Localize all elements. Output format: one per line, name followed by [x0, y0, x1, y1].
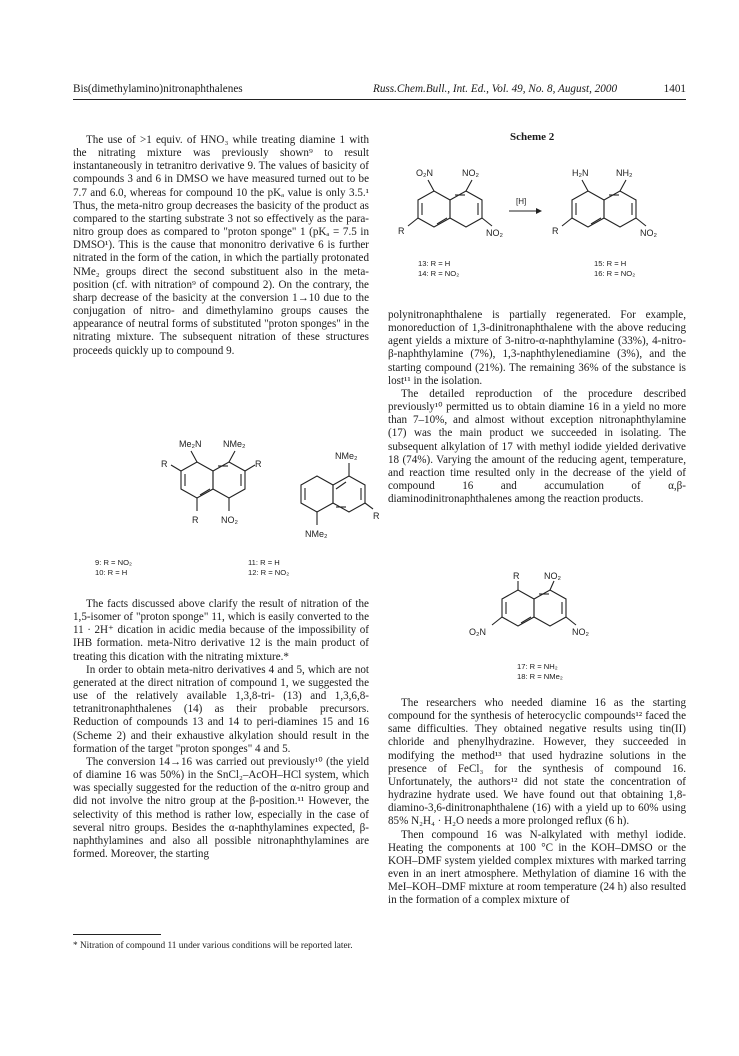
paragraph: polynitronaphthalene is partially regenerated. For example, monoreduction of 1,3-dinitronaphthalene with the above reducing agent yields a mixture of 3-nitro-α-naphthylamine (33%), 4-nitro-β-naphthylamine (7%), 1,3-naphthylenediamine (3%), and the starting compound (21%). The remaining 36% of the substance is lost¹¹ in the isolation.: [388, 309, 686, 387]
label-o2n: O₂N: [416, 168, 433, 178]
paragraph: The facts discussed above clarify the result of nitration of the 1,5-isomer of "proton sponge" 11, which is easily converted to the 11 · 2H⁺ dication in acidic media because of the impossibility of IHB formation. meta-Nitro derivative 12 is the main product of treating this dication with the nitrating mixture.*: [73, 598, 369, 663]
scheme-title: Scheme 2: [510, 131, 555, 143]
right-column-top-text: [388, 309, 686, 506]
label-r: R: [398, 226, 405, 236]
label-nme2: NMe₂: [223, 439, 246, 449]
label-me2n: Me₂N: [179, 439, 202, 449]
label-r: R: [161, 459, 168, 469]
header-journal: Russ.Chem.Bull., Int. Ed., Vol. 49, No. 8, August, 2000: [373, 83, 618, 95]
label-r: R: [373, 511, 380, 521]
reagent-label: [H]: [516, 197, 527, 206]
compound-label: 13: R = H: [418, 259, 451, 268]
compound-label: 14: R = NO₂: [418, 268, 460, 278]
naphthalene-ring-b: [450, 191, 482, 227]
compound-label: 9: R = NO₂: [95, 558, 132, 567]
compound-label: 18: R = NMe₂: [517, 671, 563, 681]
paragraph: Then compound 16 was N-alkylated with methyl iodide. Heating the components at 100 °C in the KOH–DMSO or the KOH–DMF system yielded complex mixtures with marked tarring even in an inert atmosphere. Methylation of diamine 16 with the MeI–KOH–DMF mixture at room temperature (24 h) also resulted in the formation of a complex mixture of: [388, 828, 686, 907]
paragraph: The detailed reproduction of the procedure described previously¹⁰ permitted us to obtain diamine 16 in a yield no more than 7–10%, and almost without exception nitronaphthylamine (17) was the main product we succeeded in isolating. The subsequent alkylation of 17 with methyl iodide yielded derivative 18 (74%). Varying the amount of the reducing agent, temperature, and reaction time resulted only in the decrease of the yield of compound 16 and accumulation of α,β-diaminodinitronaphthalenes among the reaction products.: [388, 387, 686, 506]
left-column-top-text: [73, 134, 369, 358]
label-no2: NO₂: [544, 571, 561, 581]
header-title: Bis(dimethylamino)nitronaphthalenes: [73, 83, 243, 95]
compound-label: 12: R = NO₂: [248, 567, 290, 577]
label-h2n: H₂N: [572, 168, 589, 178]
left-column-bottom-text: [73, 598, 369, 861]
running-header: [73, 83, 686, 100]
naphthalene-ring-right-a: [301, 476, 333, 512]
label-r: R: [255, 459, 262, 469]
reaction-arrow-head: [536, 208, 542, 214]
label-no2: NO₂: [462, 168, 479, 178]
naphthalene-ring-a: [502, 590, 534, 626]
naphthalene-ring-b: [604, 191, 636, 227]
paragraph: The researchers who needed diamine 16 as the starting compound for the synthesis of heterocyclic compounds¹² faced the same difficulties. They obtained negative results using tin(II) chloride and phenylhydrazine. However, they succeeded in modifying the method¹³ that used hydrazine solutions in the presence of FeCl₃ for the synthesis of compound 16. Unfortunately, the authors¹² did not state the concentration of hydrazine hydrate used. We have found out that obtaining 1,8-diamino-3,6-dinitronaphthalene (16) with a yield up to 60% using 85% N₂H₄ · H₂O needs a more prolonged reflux (6 h).: [388, 697, 686, 828]
compound-list-17-18: [517, 662, 563, 681]
label-r: R: [513, 571, 520, 581]
label-no2: NO₂: [221, 515, 238, 525]
paragraph: In order to obtain meta-nitro derivatives 4 and 5, which are not generated at the direct nitration of compound 1, we suggested the use of the relatively available 1,3,8-tri- (13) and 1,3,6,8-tetranitronaphthalenes (14) as their probable precursors. Reduction of compounds 13 and 14 to peri-diamines 15 and 16 (Scheme 2) and their exhaustive alkylation should result in the formation of the target "proton sponges" 4 and 5.: [73, 663, 369, 755]
compound-list-9-10: [95, 558, 132, 577]
compound-list-13-14: [418, 259, 459, 278]
label-r: R: [552, 226, 559, 236]
compound-label: 10: R = H: [95, 567, 128, 577]
label-o2n: O₂N: [469, 627, 486, 637]
label-no2: NO₂: [486, 228, 503, 238]
compound-list-11-12: [248, 558, 289, 577]
label-r: R: [192, 515, 199, 525]
naphthalene-ring-a: [572, 191, 604, 227]
structures-17-18-figure: [466, 571, 606, 645]
compound-label: 11: R = H: [248, 558, 280, 567]
compound-label: 16: R = NO₂: [594, 268, 636, 278]
naphthalene-ring-left-b: [213, 462, 245, 498]
compound-label: 15: R = H: [594, 259, 627, 268]
compound-list-15-16: [594, 259, 635, 278]
naphthalene-ring-a: [418, 191, 450, 227]
right-column-bottom-text: [388, 697, 686, 908]
naphthalene-ring-left-a: [181, 462, 213, 498]
label-no2: NO₂: [640, 228, 657, 238]
footnote: * Nitration of compound 11 under various conditions will be reported later.: [73, 941, 353, 951]
label-nh2: NH₂: [616, 168, 633, 178]
paragraph: The use of >1 equiv. of HNO₃ while treating diamine 1 with the nitrating mixture was previously shown⁹ to result instantaneously in tetranitro derivative 9. The values of basicity of compounds 3 and 6 in DMSO we have measured turned out to be 7.7 and 6.0, whereas for compound 10 the pKₐ value is only 3.5.¹ Thus, the meta-nitro group decreases the basicity of the product as compared to the starting substrate 3 not so effectively as the para-nitro group does as compared to "proton sponge" 1 (pKₐ = 7.5 in DMSO¹). This is the cause that mononitro derivative 6 is further nitrated in the form of the cation, in which the partially protonated NMe₂ groups direct the second substituent also in the meta-position (cf. with nitration⁹ of compound 2). On the contrary, the sharp decrease of the basicity at the conversion 1→10 due to the conjugation of nitro- and dimethylamino groups causes the appearance of neutral forms of substituted "proton sponges" in the nitrating mixture. The subsequent nitration of these structures proceeds quickly up to compound 9.: [73, 134, 369, 357]
paragraph: The conversion 14→16 was carried out previously¹⁰ (the yield of diamine 16 was 50%) in the SnCl₂–AcOH–HCl system, which was specially suggested for the reduction of the α-nitro group and did not involve the nitro group at the β-position.¹¹ However, the selectivity of this method is rather low, especially in the case of several nitro groups. Besides the α-naphthylamines expected, β-naphthylamines and also all possible nitronaphthylamines are formed. Moreover, the starting: [73, 755, 369, 860]
compound-label: 17: R = NH₂: [517, 662, 558, 671]
label-nme2: NMe₂: [335, 451, 358, 461]
header-page-number: 1401: [663, 83, 686, 95]
label-nme2: NMe₂: [305, 529, 328, 539]
naphthalene-ring-b: [534, 590, 566, 626]
label-no2: NO₂: [572, 627, 589, 637]
footnote-rule: [73, 934, 161, 935]
